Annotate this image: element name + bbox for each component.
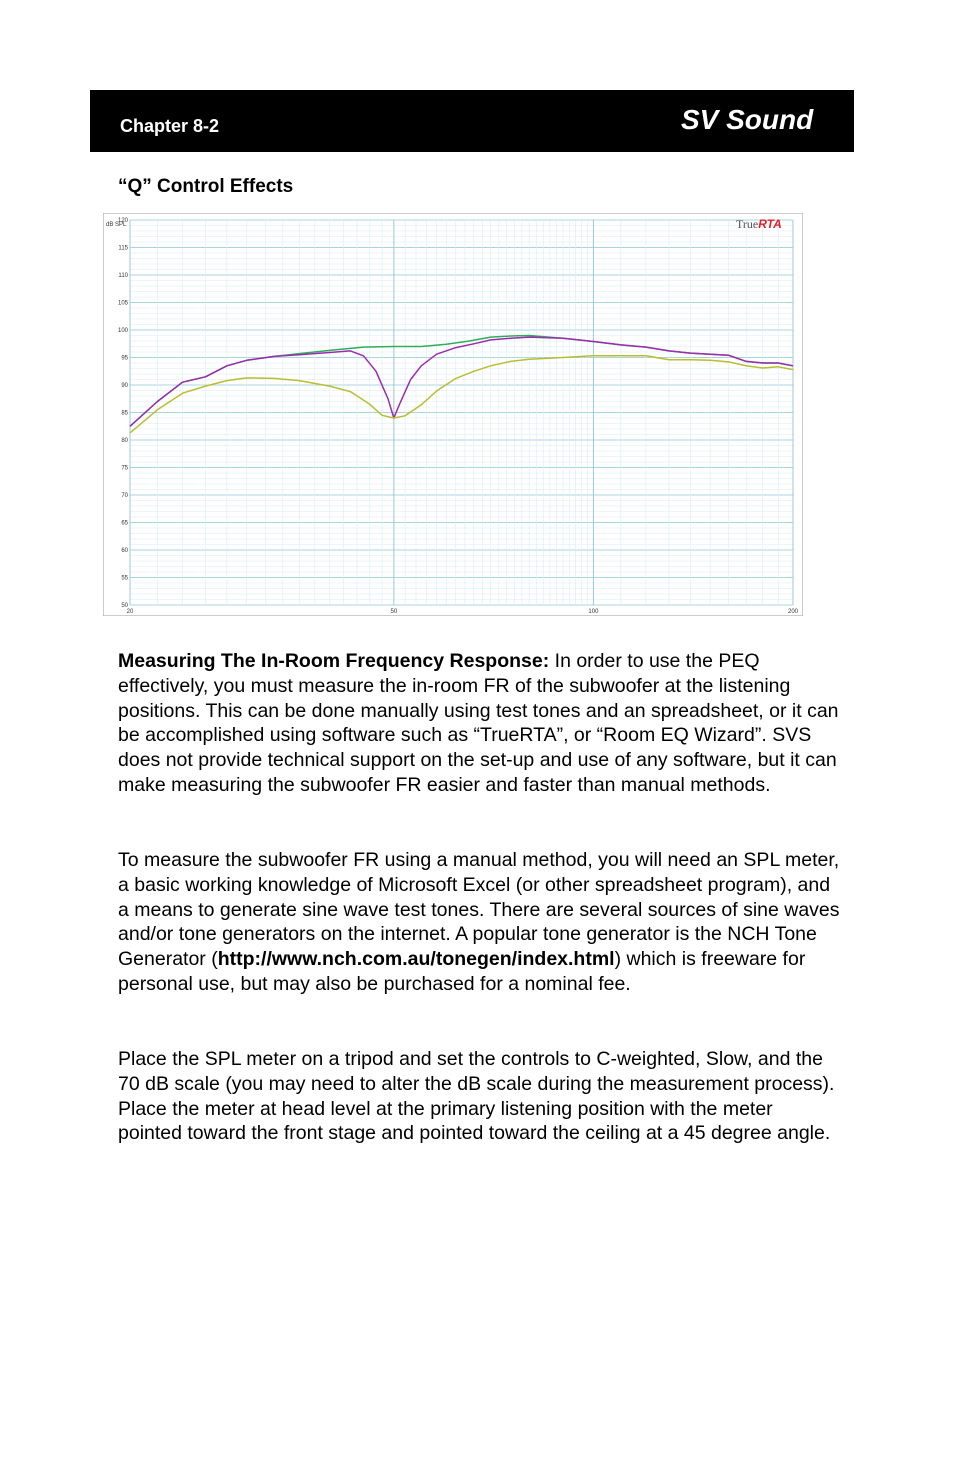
x-tick-label: 50 <box>390 609 398 615</box>
logo-rta: RTA <box>758 217 782 231</box>
y-tick-label: 105 <box>117 300 128 307</box>
x-tick-label: 100 <box>588 609 599 615</box>
paragraph-lead: Measuring The In-Room Frequency Response: <box>118 650 550 672</box>
paragraph-manual-method <box>118 848 840 997</box>
chart-svg <box>103 213 803 616</box>
y-axis-label: dB SPL <box>106 222 127 228</box>
y-tick-label: 75 <box>121 465 128 472</box>
y-tick-label: 115 <box>118 245 128 252</box>
logo-true: True <box>736 217 759 231</box>
y-tick-label: 50 <box>121 603 128 609</box>
x-tick-label: 20 <box>126 609 134 615</box>
section-title: “Q” Control Effects <box>118 176 294 197</box>
paragraph-text: Place the SPL meter on a tripod and set the controls to C-weighted, Slow, and the 70 dB scale (you may need to alter the dB scale during the measurement process). Place the meter at head level at the primary listening position with the meter pointed toward the front stage and pointed toward the ceiling at a 45 degree angle. <box>118 1048 835 1145</box>
y-tick-label: 110 <box>118 273 128 279</box>
y-tick-label: 55 <box>121 575 128 582</box>
y-tick-label: 120 <box>117 218 128 224</box>
y-tick-label: 90 <box>121 383 128 389</box>
y-tick-label: 100 <box>117 328 128 334</box>
brand-name: SV Sound <box>681 104 814 135</box>
y-tick-label: 85 <box>121 410 128 417</box>
header-bar <box>90 90 854 152</box>
y-tick-label: 60 <box>121 548 128 554</box>
x-tick-label: 200 <box>787 609 799 615</box>
tone-generator-link[interactable]: http://www.nch.com.au/tonegen/index.html <box>217 948 615 971</box>
paragraph-text: To measure the subwoofer FR using a manual method, you will need an SPL meter, a basic working knowledge of Microsoft Excel (or other spreadsheet program), and a means to generate sine wave test tones. There are several sources of sine waves and/or tone generators on the internet. A popular tone generator is the NCH Tone Generator ( <box>118 849 840 971</box>
paragraph-text: In order to use the PEQ effectively, you must measure the in-room FR of the subwoofer at the listening positions. This can be done manually using test tones and an spreadsheet, or it can be accomplished using software such as “TrueRTA”, or “Room EQ Wizard”. SVS does not provide technical support on the set-up and use of any software, but it can make measuring the subwoofer FR easier and faster than manual methods. <box>118 650 839 796</box>
frequency-response-chart <box>103 213 803 616</box>
paragraph-measuring <box>118 649 840 798</box>
paragraph-spl-meter <box>118 1047 840 1146</box>
truerta-logo <box>736 217 782 231</box>
y-tick-label: 95 <box>121 355 128 362</box>
y-tick-label: 70 <box>121 493 128 499</box>
y-tick-label: 65 <box>121 520 128 527</box>
paragraph-text: ) which is freeware for personal use, but may also be purchased for a nominal fee. <box>118 948 806 995</box>
y-tick-label: 80 <box>121 438 128 444</box>
chapter-label: Chapter 8-2 <box>120 116 220 136</box>
